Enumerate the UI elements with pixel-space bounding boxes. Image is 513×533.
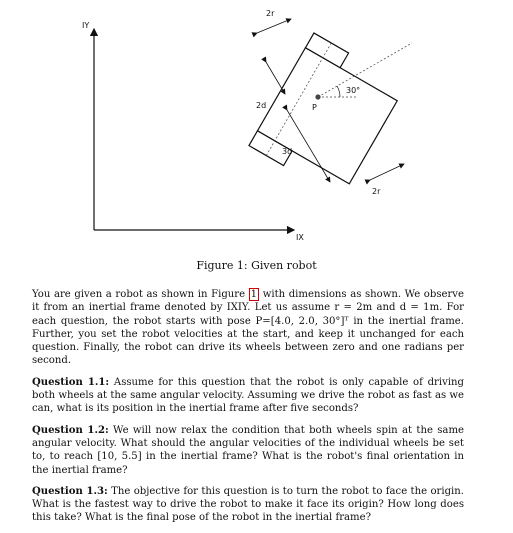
question-1-1-label: Question 1.1: xyxy=(32,376,110,388)
question-1-3 xyxy=(32,485,464,525)
question-1-2-label: Question 1.2: xyxy=(32,424,109,436)
intro-part-1: You are given a robot as shown in Figure xyxy=(32,289,249,300)
angle-label: 30° xyxy=(346,86,361,95)
bottom-wheel-label: 2r xyxy=(372,187,381,196)
assignment-text xyxy=(32,288,464,533)
intro-part-2: with dimensions as shown. We observe it from an inertial frame denoted by xyxy=(32,289,464,314)
point-p xyxy=(315,94,320,99)
point-label: P xyxy=(312,103,317,112)
x-axis-label: IX xyxy=(296,233,304,242)
question-1-2-text: We will now relax the condition that both wheels spin at the same angular velocity. What should the angular velocities of the individual wheels be set to, to reach [10, 5.5] in the inertial frame? What is the robot's final orientation in the inertial frame? xyxy=(32,424,464,476)
intro-paragraph xyxy=(32,288,464,368)
question-1-3-label: Question 1.3: xyxy=(32,485,108,497)
inertial-frame: IXIY xyxy=(226,302,248,314)
y-axis-label: IY xyxy=(82,21,90,30)
question-1-2 xyxy=(32,424,464,477)
length-label: 3d xyxy=(282,147,293,156)
half-width-label: 2d xyxy=(256,101,267,110)
figure-reference-link[interactable]: 1 xyxy=(250,289,258,300)
robot-assembly xyxy=(249,33,406,199)
top-wheel-label: 2r xyxy=(266,9,275,18)
top-wheel-dimension xyxy=(257,19,291,33)
length-dimension xyxy=(287,110,330,182)
figure-caption: Figure 1: Given robot xyxy=(196,259,317,272)
angle-arc xyxy=(337,86,340,97)
question-1-3-text: The objective for this question is to turn the robot to face the origin. What is the fastest way to drive the robot to make it face its origin? How long does this take? What is the final pose of the robot in the inertial frame? xyxy=(32,485,464,524)
question-1-1 xyxy=(32,376,464,416)
robot-figure xyxy=(0,0,513,250)
intro-part-3: . Let us assume r = 2m and d = 1m. For each question, the robot starts with pose P=[4.0, 2.0, 30°]ᵀ in the inertial frame. Further, you set the robot velocities at the start, and keep it unchanged for each question. Finally, the robot can drive its wheels between zero and one radians per second. xyxy=(32,302,464,367)
bottom-wheel-dimension xyxy=(370,164,404,180)
robot-body xyxy=(257,48,397,184)
question-1-1-text: Assume for this question that the robot is only capable of driving both wheels at the same angular velocity. Assuming we drive the robot as fast as we can, what is its position in the inertial frame after five seconds? xyxy=(32,376,465,415)
half-width-dimension xyxy=(266,62,285,94)
